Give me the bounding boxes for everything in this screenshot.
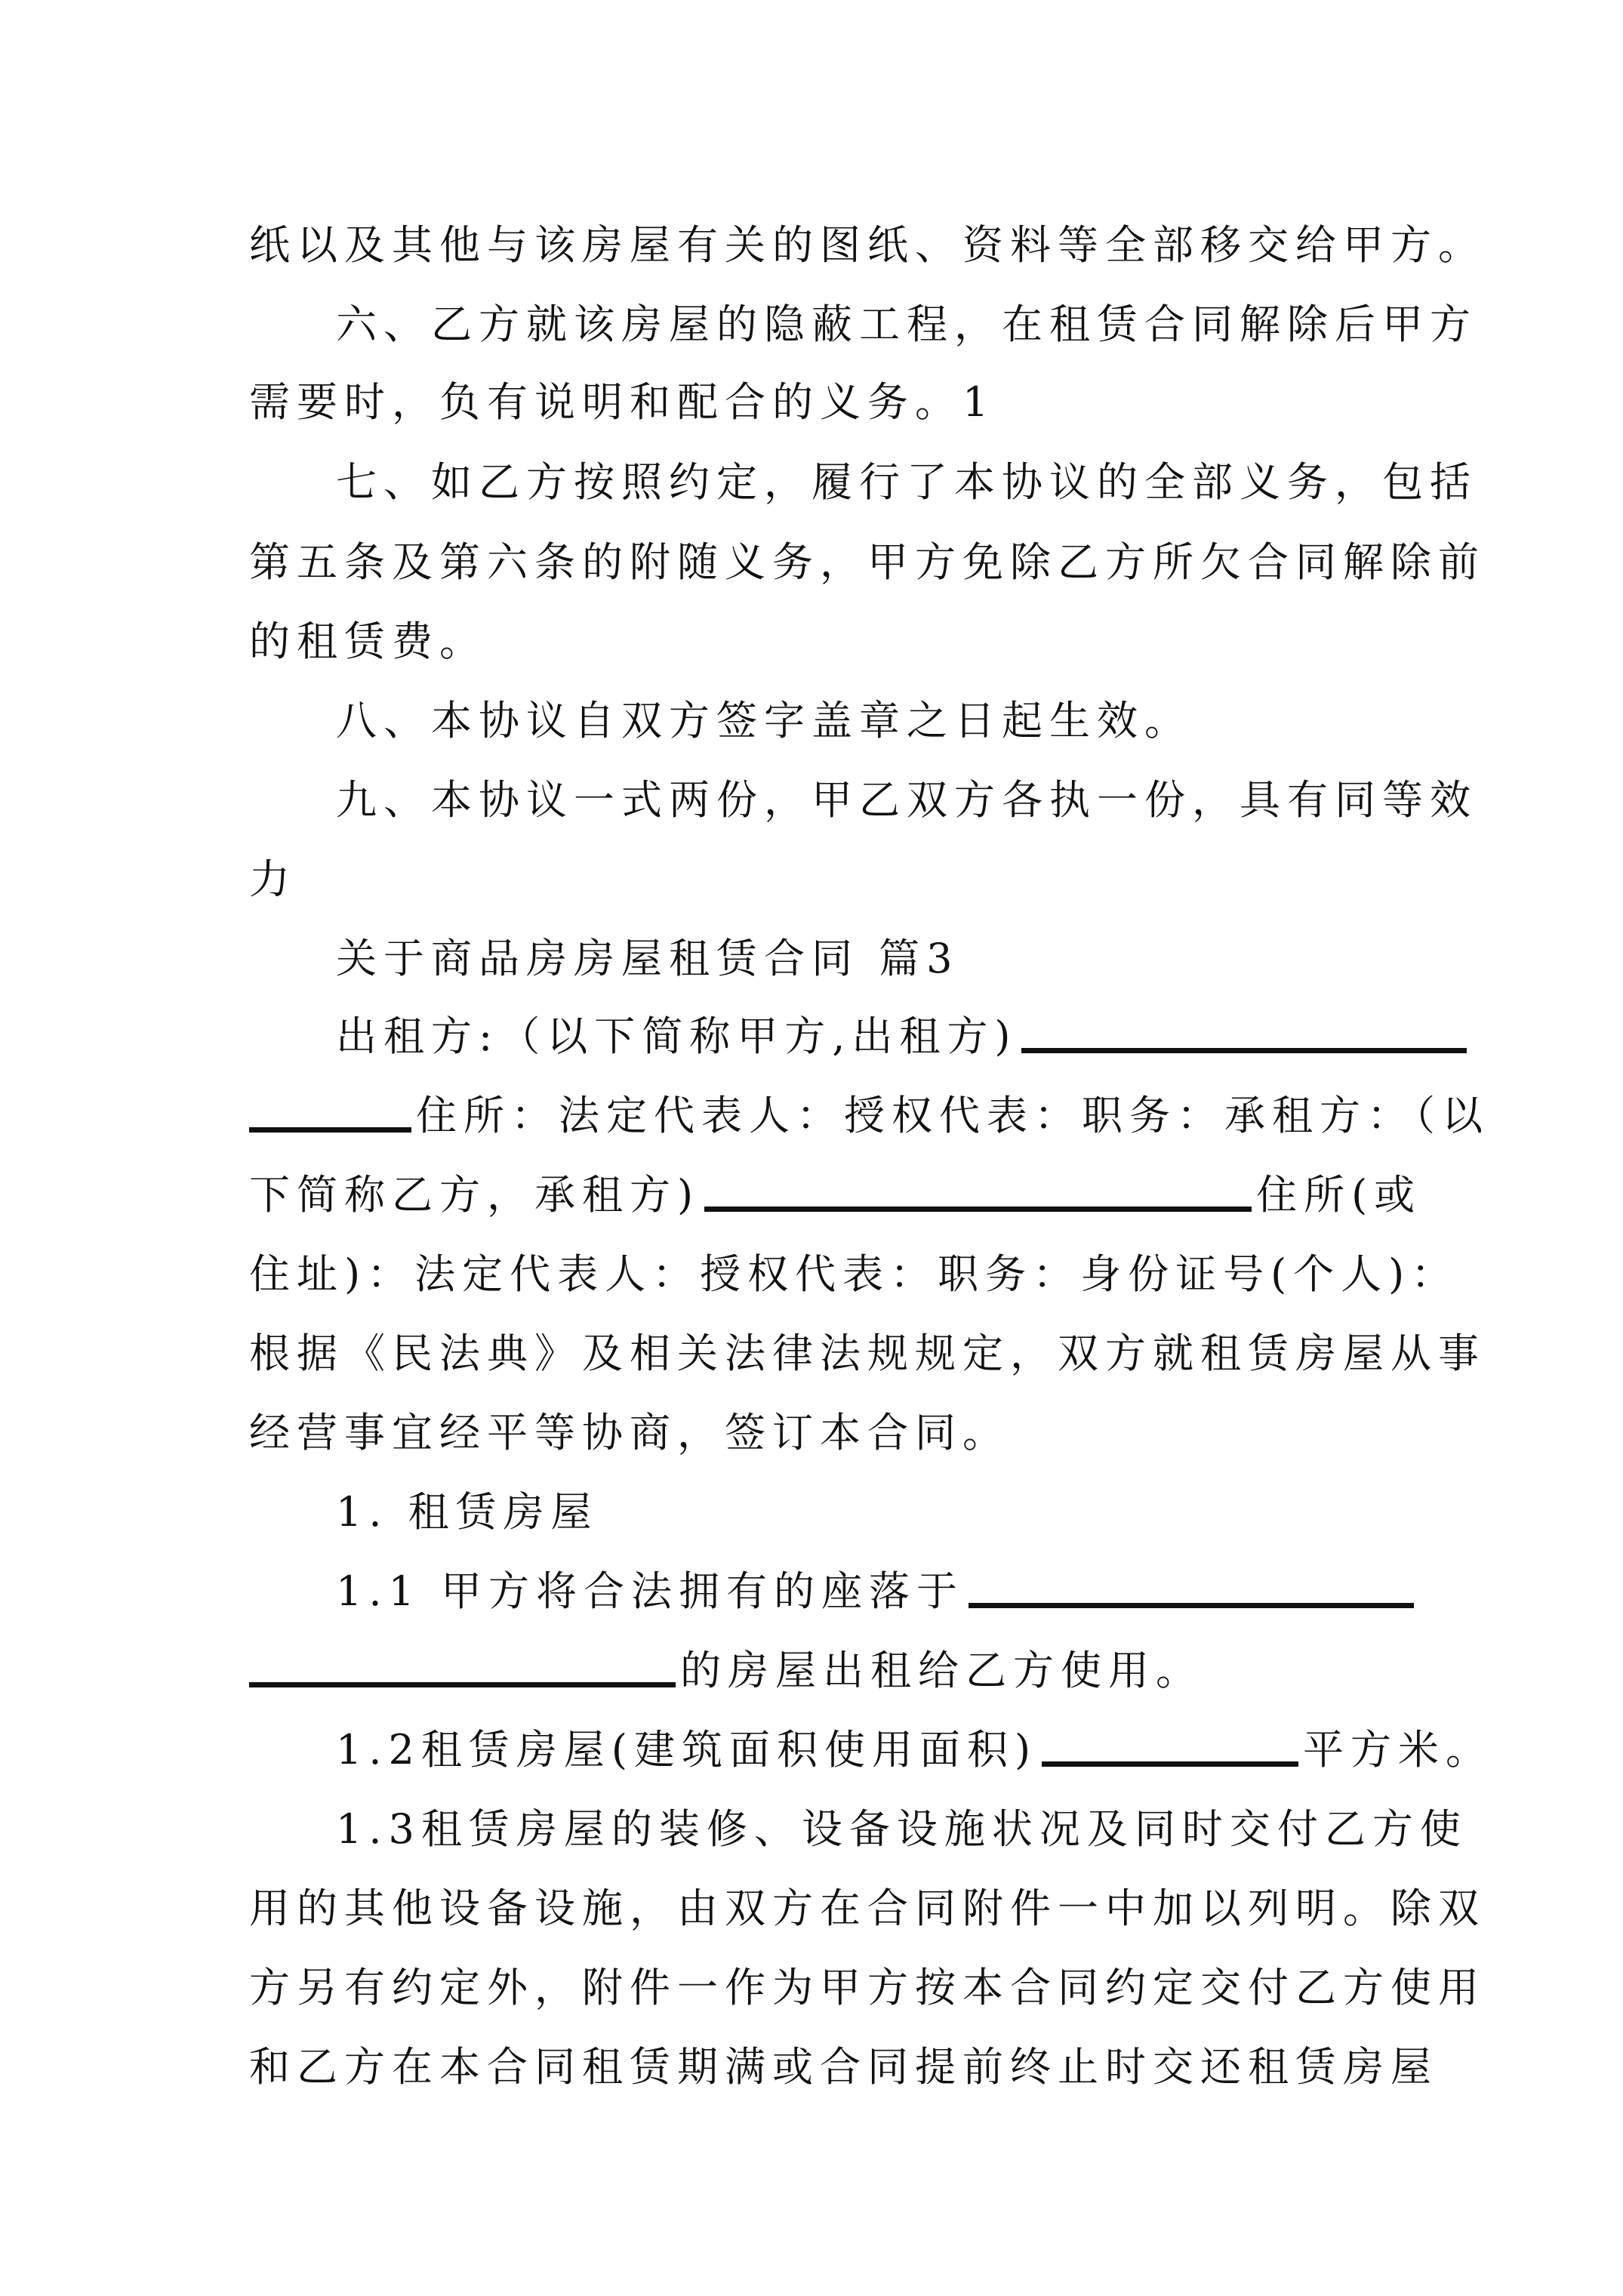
paragraph-line	[249, 1946, 1486, 2029]
text: 和乙方在本合同租赁期满或合同提前终止时交还租赁房屋	[249, 2043, 1438, 2091]
text: 八、本协议自双方签字盖章之日起生效。	[336, 697, 1192, 744]
paragraph-line	[336, 759, 1477, 842]
paragraph-line	[249, 361, 995, 444]
text: 1.2租赁房屋(建筑面积使用面积)	[336, 1726, 1038, 1774]
text: 用的其他设备设施，由双方在合同附件一中加以列明。除双	[249, 1885, 1486, 1932]
text: 第五条及第六条的附随义务，甲方免除乙方所欠合同解除前	[249, 538, 1486, 586]
paragraph-line	[249, 1312, 1486, 1395]
text: 九、本协议一式两份，甲乙双方各执一份，具有同等效	[336, 776, 1477, 824]
section-heading	[336, 917, 959, 1000]
paragraph-line	[336, 680, 1192, 763]
text: 出租方:（以下简称甲方,出租方)	[336, 1012, 1018, 1060]
text: 六、乙方就该房屋的隐蔽工程，在租赁合同解除后甲方	[336, 300, 1477, 348]
text: 根据《民法典》及相关法律法规规定，双方就租赁房屋从事	[249, 1330, 1486, 1377]
fill-in-blank	[249, 1086, 411, 1133]
text: 的房屋出租给乙方使用。	[680, 1647, 1203, 1694]
paragraph-line	[336, 1709, 1493, 1792]
text: 方另有约定外，附件一作为甲方按本合同约定交付乙方使用	[249, 1964, 1486, 2011]
paragraph-line	[249, 521, 1486, 604]
fill-in-blank	[249, 1641, 676, 1687]
text: 下简称乙方，承租方)	[249, 1171, 701, 1219]
text: 的租赁费。	[249, 618, 487, 665]
clause-heading	[336, 1471, 599, 1554]
paragraph-line	[249, 1154, 1421, 1237]
text: 1. 租赁房屋	[336, 1488, 599, 1536]
paragraph-line	[336, 441, 1477, 524]
paragraph-line	[249, 1074, 1489, 1157]
paragraph-line	[249, 600, 487, 683]
fill-in-blank	[704, 1166, 1252, 1212]
paragraph-line	[336, 283, 1477, 366]
text: 力	[249, 855, 297, 903]
text: 住址)：法定代表人：授权代表：职务：身份证号(个人)：	[249, 1250, 1459, 1298]
paragraph-line	[249, 838, 297, 921]
paragraph-line	[249, 1391, 1010, 1475]
text: 1.3租赁房屋的装修、设备设施状况及同时交付乙方使	[336, 1805, 1467, 1853]
paragraph-line	[336, 995, 1471, 1078]
fill-in-blank	[1021, 1007, 1467, 1053]
paragraph-line	[336, 1550, 1418, 1633]
text: 平方米。	[1303, 1726, 1494, 1774]
text: 纸以及其他与该房屋有关的图纸、资料等全部移交给甲方。	[249, 221, 1486, 269]
paragraph-line	[249, 1867, 1486, 1950]
fill-in-blank	[969, 1562, 1414, 1608]
paragraph-line	[249, 1233, 1458, 1316]
text: 经营事宜经平等协商，签订本合同。	[249, 1409, 1010, 1456]
fill-in-blank	[1042, 1721, 1298, 1767]
text: 住所(或	[1256, 1171, 1422, 1219]
paragraph-line	[249, 1629, 1203, 1712]
text: 住所：法定代表人：授权代表：职务：承租方：（以	[416, 1092, 1489, 1139]
text: 关于商品房房屋租赁合同 篇3	[336, 935, 959, 982]
paragraph-line	[336, 1788, 1467, 1871]
text: 需要时，负有说明和配合的义务。1	[249, 378, 996, 426]
paragraph-line	[249, 204, 1486, 287]
paragraph-line	[249, 2026, 1438, 2109]
text: 七、如乙方按照约定，履行了本协议的全部义务，包括	[336, 458, 1477, 506]
text: 1.1 甲方将合法拥有的座落于	[336, 1567, 965, 1615]
